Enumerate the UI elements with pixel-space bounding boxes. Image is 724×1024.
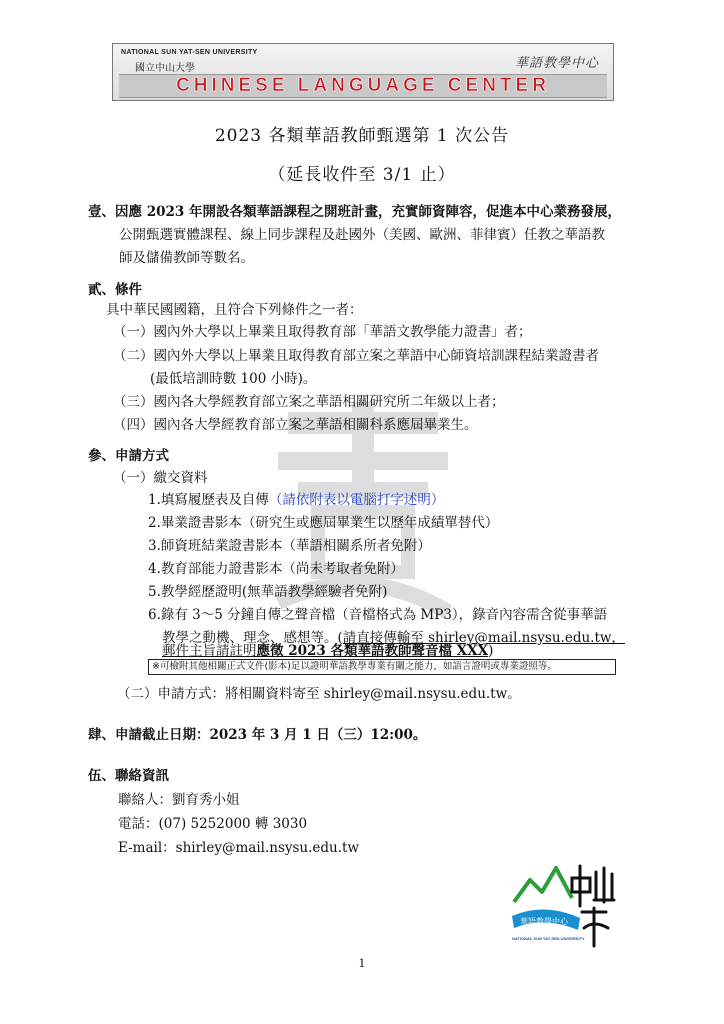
section1-line1: 壹、因應 2023 年開設各類華語課程之開班計畫，充實師資陣容，促進本中心業務發展， [88,204,621,220]
section5-heading: 伍、聯絡資訊 [88,768,169,784]
document-item: 3.師資班結業證書影本（華語相關系所者免附） [148,538,431,554]
contact-phone: 電話：(07) 5252000 轉 3030 [118,816,308,832]
document-item-note: （請依附表以電腦打字述明） [268,492,445,508]
announcement-title: 2023 各類華語教師甄選第 1 次公告 [214,126,510,146]
contact-email: E-mail：shirley@mail.nsysu.edu.tw [118,840,360,856]
center-name: CHINESE LANGUAGE CENTER [176,75,550,96]
subject-instruction: 郵件主旨請註明 [162,643,257,659]
document-item: 6.錄有 3～5 分鐘自傳之聲音檔（音檔格式為 MP3），錄音內容需含從事華語 [148,607,608,623]
mountain-icon [514,868,572,902]
section2-heading: 貳、條件 [88,282,142,298]
center-logo [508,858,618,950]
university-name-en: NATIONAL SUN YAT-SEN UNIVERSITY [121,49,258,56]
calligraphy-icon [572,866,614,906]
section3-sub2: （二）申請方式：將相關資料寄至 shirley@mail.nsysu.edu.tw。 [117,686,521,702]
university-name-zh: 國立中山大學 [135,63,195,74]
page-number: 1 [358,957,366,970]
supplementary-note: ※可檢附其他相關正式文件(影本)足以證明華語教學專業有關之能力，如語言證明或專業證照等。 [148,659,616,675]
condition-item: （一）國內外大學以上畢業且取得教育部「華語文教學能力證書」者； [113,324,532,340]
section1-line2: 公開甄選實體課程、線上同步課程及赴國外（美國、歐洲、菲律賓）任教之華語教 [119,227,605,243]
contact-person: 聯絡人：劉育秀小姐 [118,792,240,808]
document-item [148,488,444,512]
condition-item: （三）國內各大學經教育部立案之華語相關研究所二年級以上者； [113,394,505,410]
banner-strip [119,74,607,98]
condition-item-note: (最低培訓時數 100 小時)。 [150,371,317,387]
section3-sub1: （一）繳交資料 [113,470,208,486]
document-item: 5.教學經歷證明(無華語教學經驗者免附) [148,584,388,600]
logo-text-en: NATIONAL SUN YAT-SEN UNIVERSITY [512,936,585,941]
item6-text: 教學之動機、理念、感想等。( [162,630,343,646]
condition-item: （二）國內外大學以上畢業且取得教育部立案之華語中心師資培訓課程結業證書者 [113,348,599,364]
section3-heading: 參、申請方式 [88,448,169,464]
calligraphy-title: 華語教學中心 [514,56,599,71]
document-item: 2.畢業證書影本（研究生或應屆畢業生以歷年成績單替代） [148,515,499,531]
document-item-text: 1.填寫履歷表及自傳 [148,492,269,508]
logo-text-zh: 華語教學中心 [520,917,568,926]
deadline: 肆、申請截止日期：2023 年 3 月 1 日（三）12:00。 [88,727,427,743]
subject-format: 應徵 2023 各類華語教師聲音檔 XXX [256,643,489,659]
header-banner [112,43,614,101]
section2-intro: 具中華民國國籍，且符合下列條件之一者： [106,302,363,318]
closing-paren: ) [488,643,494,659]
condition-item: （四）國內各大學經教育部立案之華語相關科系應屆畢業生。 [113,417,478,433]
email-instruction: 請直接傳輸至 shirley@mail.nsysu.edu.tw， [342,630,625,646]
announcement-subtitle: （延長收件至 3/1 止） [268,165,456,185]
section1-line3: 師及儲備教師等數名。 [119,250,254,266]
document-item: 4.教育部能力證書影本（尚未考取者免附） [148,561,404,577]
